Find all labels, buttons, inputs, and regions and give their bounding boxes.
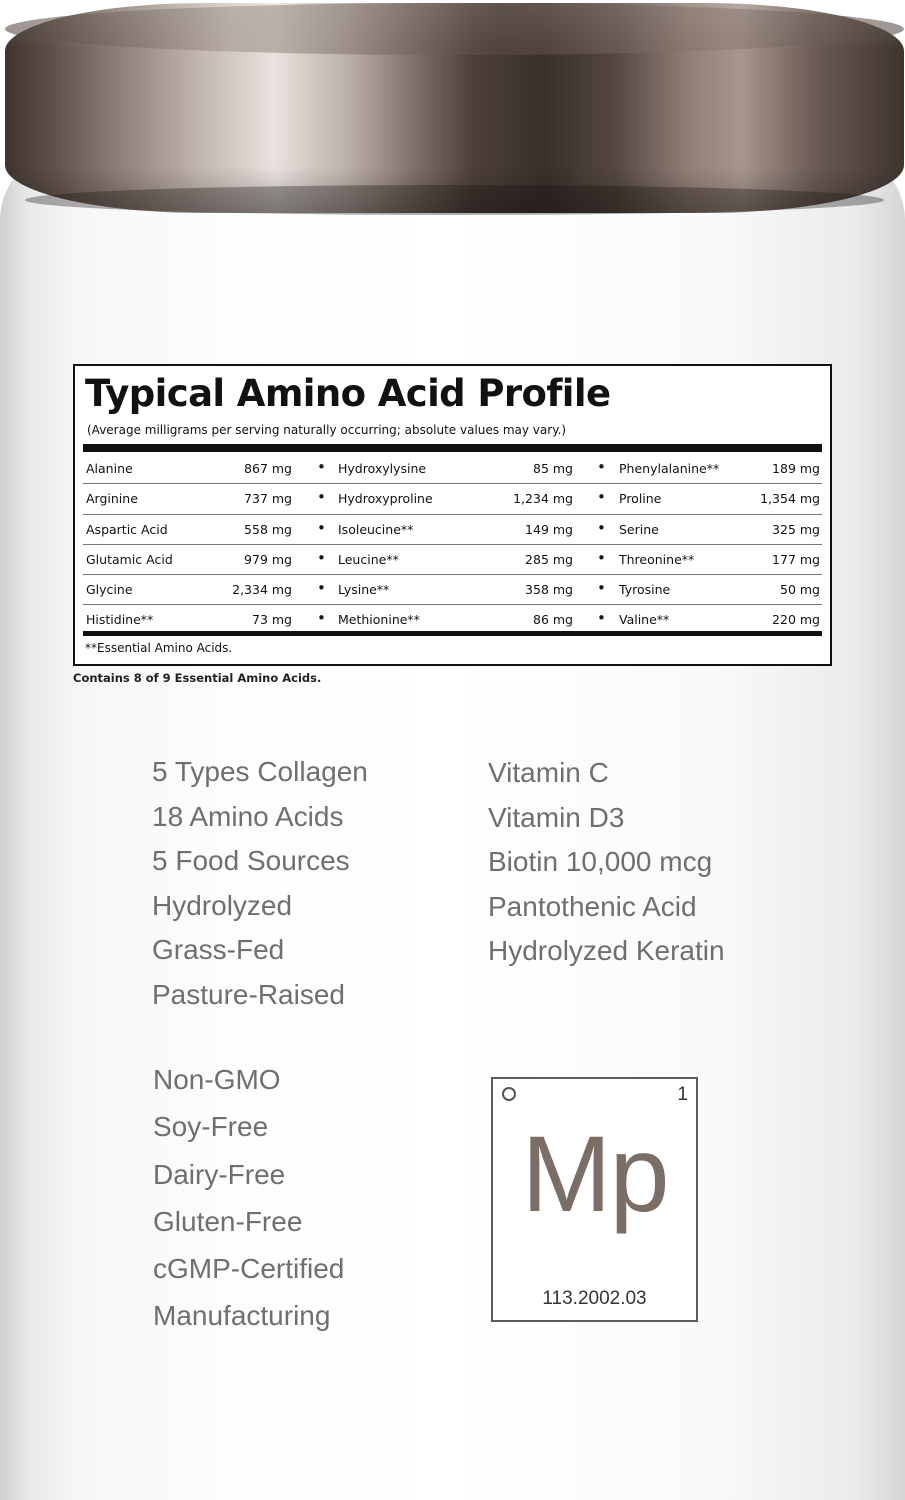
lid-bottom-edge [25, 185, 884, 215]
list-item: Grass-Fed [152, 934, 285, 965]
element-number: 1 [677, 1084, 688, 1105]
amino-value: 358 mg [525, 582, 573, 598]
amino-name: Hydroxyproline [338, 491, 433, 507]
feature-list-collagen [152, 750, 368, 1017]
list-item: Gluten-Free [153, 1205, 303, 1237]
list-item: Hydrolyzed Keratin [488, 935, 725, 966]
element-mass: 113.2002.03 [542, 1288, 647, 1309]
amino-value: 2,334 mg [232, 582, 292, 598]
amino-name: Alanine [86, 461, 133, 476]
amino-name: Hydroxylysine [338, 461, 427, 476]
amino-acid-profile-panel [73, 364, 832, 666]
table-row [83, 545, 822, 575]
periodic-element-logo [491, 1077, 698, 1322]
bullet-divider: • [317, 518, 326, 537]
amino-name: Lysine** [338, 582, 390, 598]
list-item: 18 Amino Acids [152, 800, 344, 832]
profile-bottom-rule [83, 631, 822, 636]
profile-subtitle: (Average milligrams per serving naturally occurring; absolute values may vary.) [87, 423, 567, 437]
amino-name: Aspartic Acid [86, 521, 168, 537]
amino-value: 737 mg [244, 491, 292, 507]
list-item: cGMP-Certified [153, 1253, 345, 1285]
list-item: 5 Food Sources [152, 845, 350, 876]
list-item: Vitamin D3 [488, 801, 625, 833]
amino-value: 86 mg [533, 612, 573, 628]
bullet-divider: • [597, 548, 606, 567]
list-item: Manufacturing [153, 1300, 331, 1332]
list-item: Pasture-Raised [152, 978, 345, 1010]
amino-name: Threonine** [619, 551, 695, 567]
profile-top-rule [83, 444, 822, 452]
table-row [83, 484, 822, 514]
list-item: Dairy-Free [153, 1158, 286, 1190]
bullet-divider: • [597, 609, 606, 628]
amino-value: 189 mg [772, 461, 820, 476]
amino-value: 177 mg [772, 551, 820, 567]
list-item: Pantothenic Acid [488, 890, 697, 922]
bullet-divider: • [597, 518, 606, 537]
amino-value: 867 mg [244, 461, 292, 476]
jar-lid [5, 3, 904, 213]
amino-name: Arginine [86, 491, 138, 507]
amino-name: Histidine** [86, 612, 154, 628]
amino-name: Proline [619, 491, 662, 507]
amino-value: 285 mg [525, 551, 573, 567]
amino-value: 1,234 mg [513, 491, 573, 507]
profile-title: Typical Amino Acid Profile [85, 372, 611, 415]
list-item: Soy-Free [153, 1111, 269, 1143]
list-item: Hydrolyzed [152, 889, 293, 921]
amino-value: 149 mg [525, 521, 573, 537]
list-item: Biotin 10,000 mcg [488, 846, 713, 877]
feature-list-certifications [153, 1056, 344, 1340]
amino-value: 979 mg [244, 551, 292, 567]
amino-acid-rows [83, 454, 822, 635]
amino-value: 50 mg [780, 582, 820, 598]
amino-value: 1,354 mg [760, 491, 820, 507]
bullet-divider: • [597, 488, 606, 507]
lid-rim [5, 3, 904, 55]
bullet-divider: • [317, 548, 326, 567]
amino-name: Methionine** [338, 612, 420, 628]
profile-footnote: **Essential Amino Acids. [85, 641, 233, 655]
bullet-divider: • [597, 458, 606, 476]
amino-value: 220 mg [772, 612, 820, 628]
amino-name: Isoleucine** [338, 521, 414, 537]
element-symbol: Mp [521, 1113, 668, 1234]
table-row [83, 575, 822, 605]
amino-value: 558 mg [244, 521, 292, 537]
amino-name: Glycine [86, 582, 133, 598]
table-row [83, 515, 822, 545]
bullet-divider: • [317, 579, 326, 598]
essential-amino-note: Contains 8 of 9 Essential Amino Acids. [73, 671, 322, 685]
amino-value: 325 mg [772, 521, 820, 537]
amino-name: Serine [619, 521, 659, 537]
amino-name: Tyrosine [619, 582, 671, 598]
bullet-divider: • [317, 488, 326, 507]
list-item: 5 Types Collagen [152, 756, 368, 787]
bullet-divider: • [317, 458, 326, 476]
bullet-divider: • [317, 609, 326, 628]
circle-icon [502, 1087, 516, 1101]
amino-name: Leucine** [338, 551, 399, 567]
list-item: Vitamin C [488, 757, 609, 788]
bullet-divider: • [597, 579, 606, 598]
amino-value: 73 mg [252, 612, 292, 628]
amino-value: 85 mg [533, 461, 573, 476]
jar-body [0, 150, 905, 1500]
amino-name: Phenylalanine** [619, 461, 720, 476]
amino-name: Glutamic Acid [86, 551, 173, 567]
table-row [83, 454, 822, 484]
list-item: Non-GMO [153, 1064, 281, 1095]
amino-name: Valine** [619, 612, 670, 628]
feature-list-vitamins [488, 751, 725, 974]
